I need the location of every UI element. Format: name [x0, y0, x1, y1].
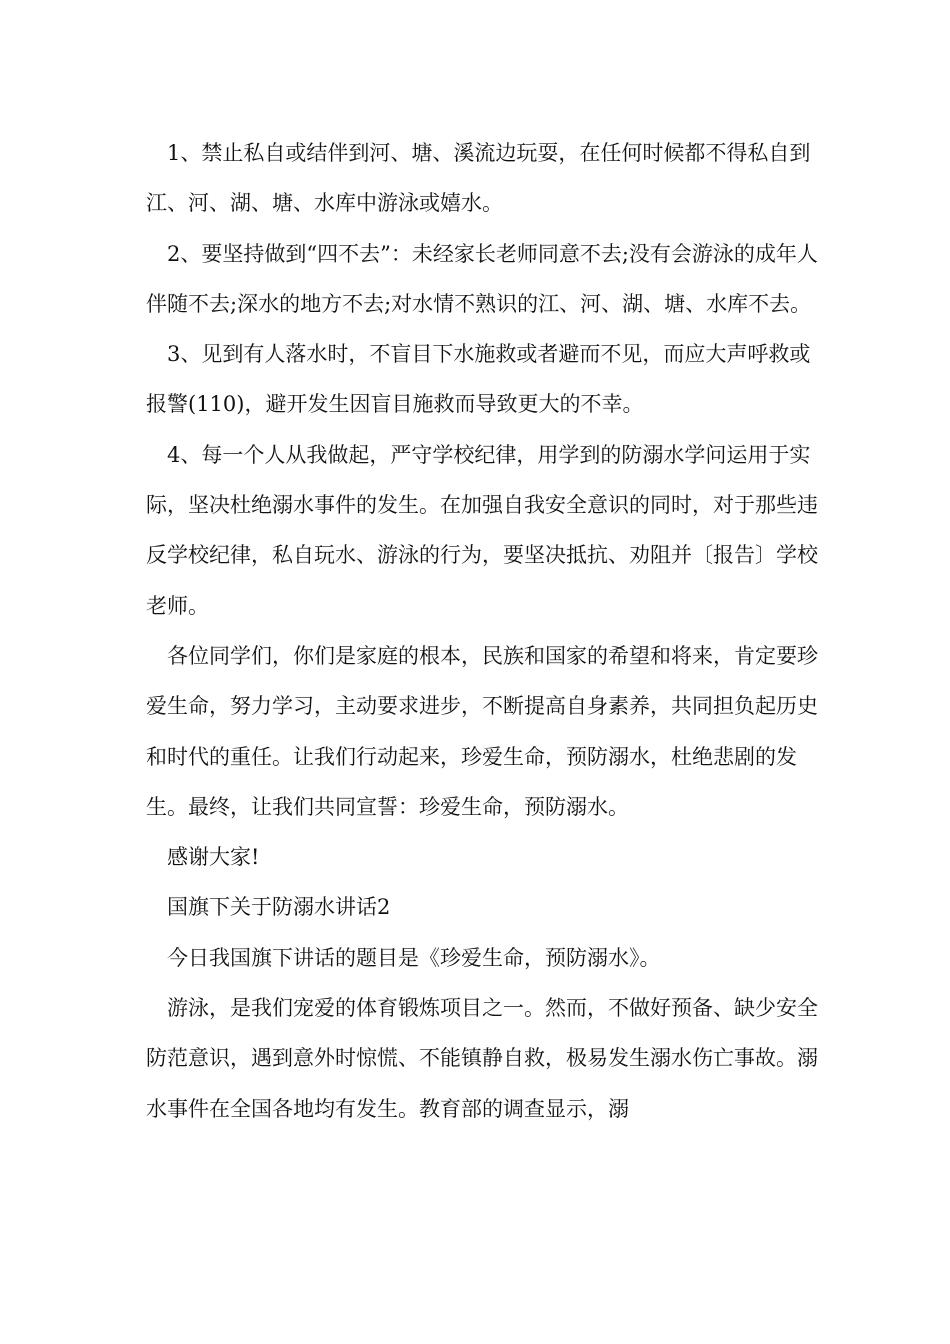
- paragraph-rule-4: 4、每一个人从我做起，严守学校纪律，用学到的防溺水学问运用于实际，坚决杜绝溺水事件的发生。在加强自我安全意识的同时，对于那些违反学校纪律，私自玩水、游泳的行为，要坚决抵抗、劝阻并〔报告〕学校老师。: [146, 442, 818, 618]
- paragraph-rule-1: 1、禁止私自或结伴到河、塘、溪流边玩耍，在任何时候都不得私自到江、河、湖、塘、水库中游泳或嬉水。: [146, 141, 811, 216]
- paragraph-rule-2: 2、要坚持做到“四不去”：未经家长老师同意不去;没有会游泳的成年人伴随不去;深水的地方不去;对水情不熟识的江、河、湖、塘、水库不去。: [146, 241, 818, 316]
- section-heading: 国旗下关于防溺水讲话2: [167, 895, 391, 920]
- document-body: [146, 128, 826, 1134]
- paragraph-appeal: 各位同学们，你们是家庭的根本，民族和国家的希望和将来，肯定要珍爱生命，努力学习，主动要求进步，不断提高自身素养，共同担负起历史和时代的重任。让我们行动起来，珍爱生命，预防溺水，杜绝悲剧的发生。最终，让我们共同宣誓：珍爱生命，预防溺水。: [146, 643, 818, 819]
- paragraph-swimming: 游泳，是我们宠爱的体育锻炼项目之一。然而，不做好预备、缺少安全防范意识，遇到意外时惊慌、不能镇静自救，极易发生溺水伤亡事故。溺水事件在全国各地均有发生。教育部的调查显示，溺: [146, 996, 818, 1121]
- paragraph-rule-3: 3、见到有人落水时，不盲目下水施救或者避而不见，而应大声呼救或报警(110)，避开发生因盲目施救而导致更大的不幸。: [146, 342, 811, 417]
- paragraph-speech-topic: 今日我国旗下讲话的题目是《珍爱生命，预防溺水》。: [167, 945, 661, 970]
- paragraph-thanks: 感谢大家!: [167, 845, 260, 870]
